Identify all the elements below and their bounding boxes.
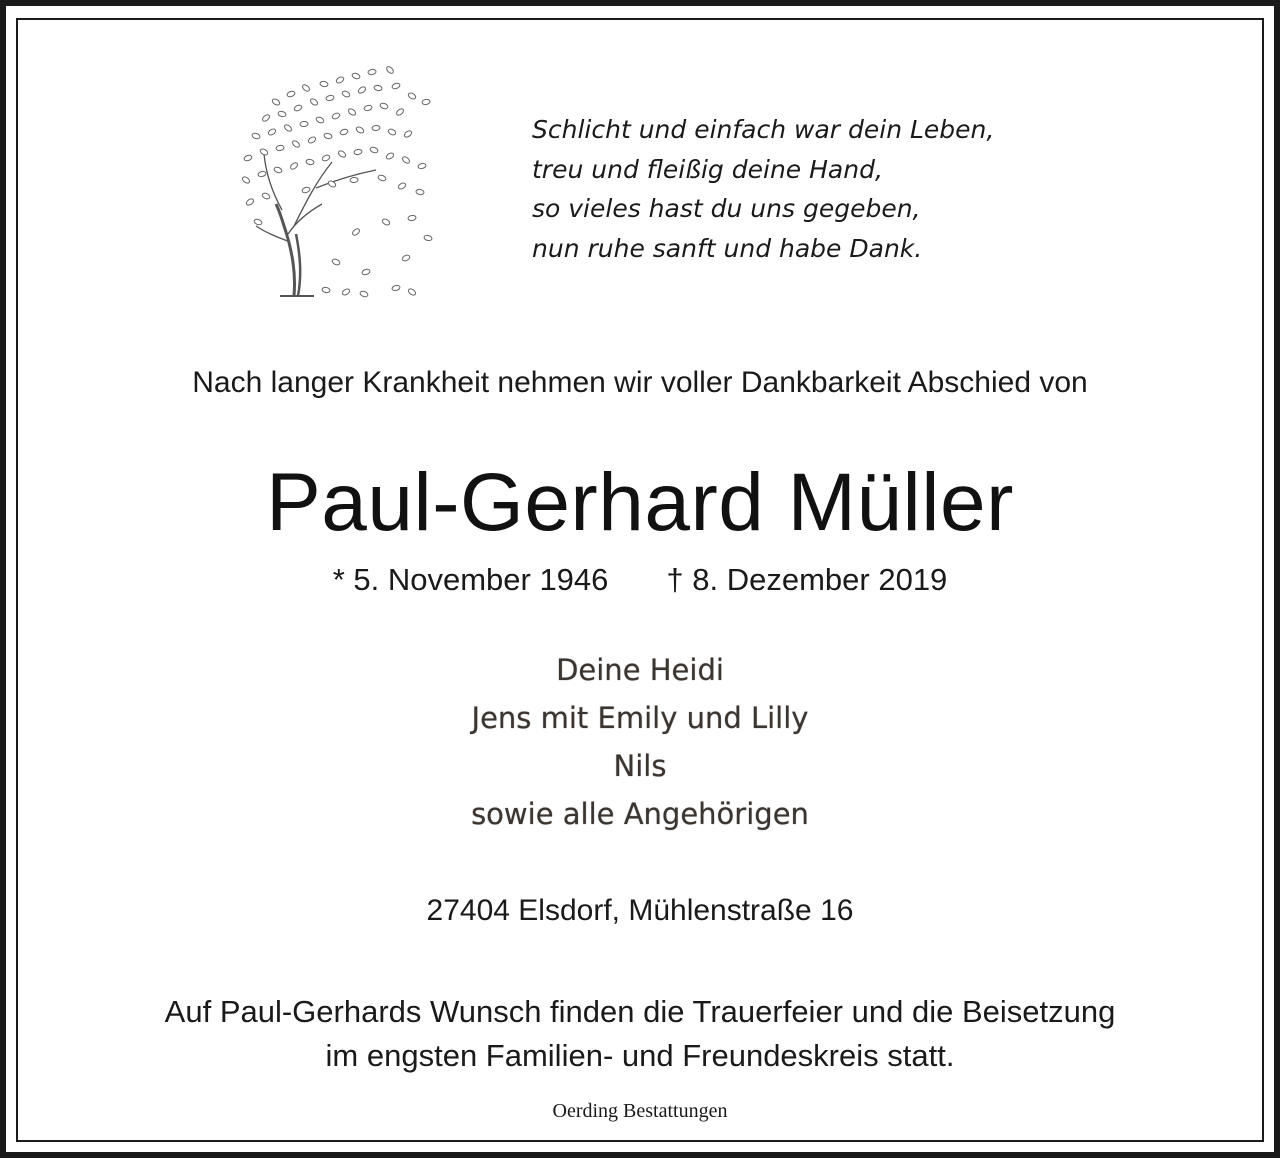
family-signatures bbox=[0, 646, 1280, 838]
undertaker-name: Oerding Bestattungen bbox=[552, 1100, 728, 1122]
family-line: Deine Heidi bbox=[556, 653, 724, 687]
funeral-notice-line: Auf Paul-Gerhards Wunsch finden die Trauerfeier und die Beisetzung bbox=[164, 994, 1116, 1029]
poem-line: treu und fleißig deine Hand, bbox=[532, 154, 883, 184]
poem-line: so vieles hast du uns gegeben, bbox=[532, 194, 921, 223]
family-line: Nils bbox=[613, 749, 667, 783]
poem-line: nun ruhe sanft und habe Dank. bbox=[532, 233, 923, 263]
family-line: Jens mit Emily und Lilly bbox=[471, 701, 809, 735]
birth-date: * 5. November 1946 bbox=[332, 562, 609, 597]
funeral-notice-line: im engsten Familien- und Freundeskreis statt. bbox=[325, 1038, 955, 1073]
address: 27404 Elsdorf, Mühlenstraße 16 bbox=[426, 894, 854, 927]
poem-line: Schlicht und einfach war dein Leben, bbox=[532, 115, 995, 144]
life-dates bbox=[0, 562, 1280, 598]
windblown-tree-icon bbox=[236, 62, 436, 302]
family-line: sowie alle Angehörigen bbox=[471, 797, 809, 831]
death-date: † 8. Dezember 2019 bbox=[666, 562, 948, 597]
poem bbox=[532, 110, 1092, 268]
intro-text: Nach langer Krankheit nehmen wir voller Dankbarkeit Abschied von bbox=[192, 366, 1088, 399]
deceased-name: Paul-Gerhard Müller bbox=[266, 457, 1014, 548]
funeral-notice bbox=[0, 990, 1280, 1078]
